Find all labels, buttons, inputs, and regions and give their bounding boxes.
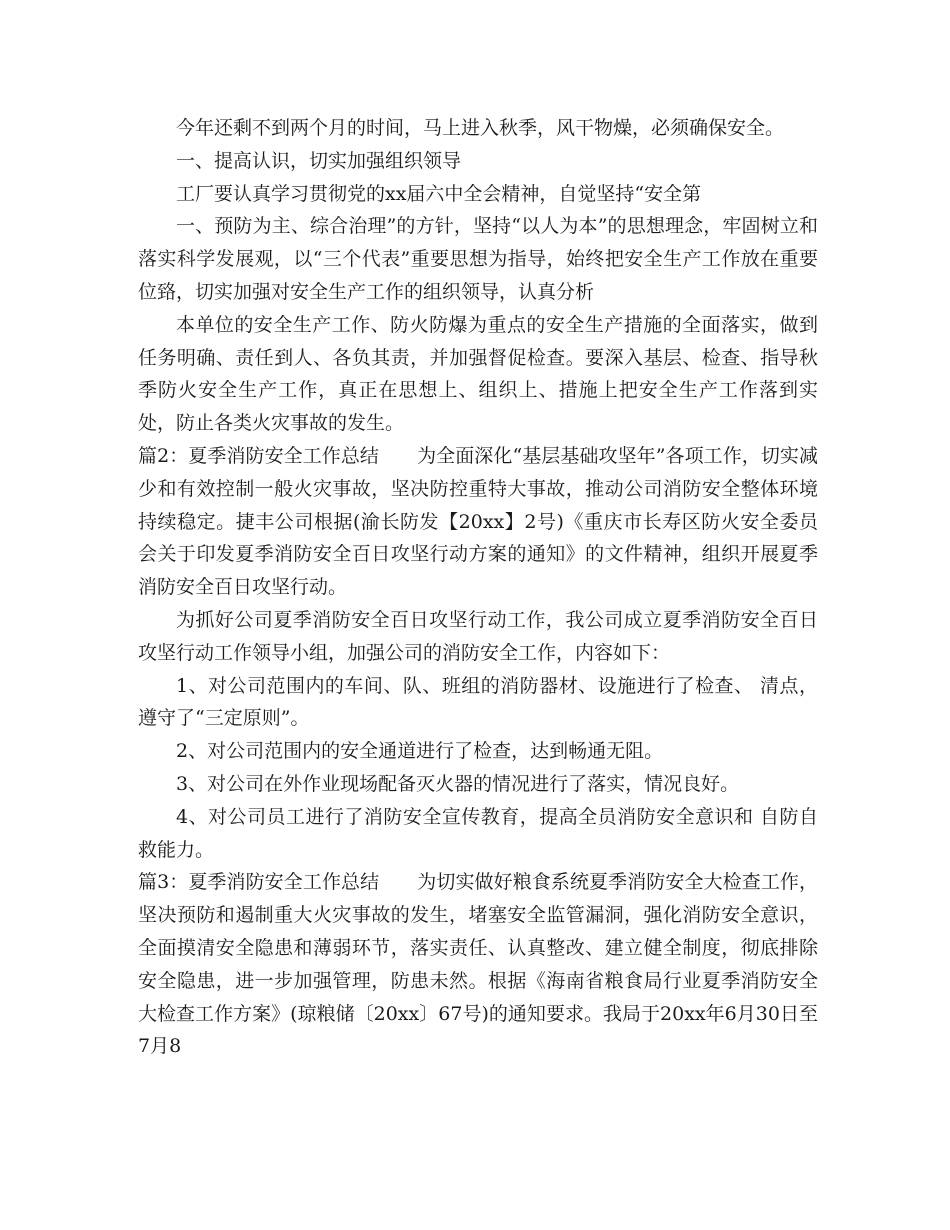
article-2 bbox=[138, 440, 818, 604]
article-3-title: 篇3：夏季消防安全工作总结 bbox=[138, 871, 380, 894]
document-body bbox=[138, 112, 818, 1063]
list-item-4: 4、对公司员工进行了消防安全宣传教育，提高全员消防安全意识和 自防自救能力。 bbox=[138, 805, 818, 861]
list-item-1: 1、对公司范围内的车间、队、班组的消防器材、设施进行了检查、 清点，遵守了“三定原则”。 bbox=[138, 674, 818, 730]
paragraph-team: 为抓好公司夏季消防安全百日攻坚行动工作，我公司成立夏季消防安全百日攻坚行动工作领导小组，加强公司的消防安全工作，内容如下： bbox=[138, 608, 818, 664]
article-3-text: 为切实做好粮食系统夏季消防安全大检查工作，坚决预防和遏制重大火灾事故的发生，堵塞安全监管漏洞，强化消防安全意识，全面摸清安全隐患和薄弱环节，落实责任、认真整改、建立健全制度，彻底排除安全隐患，进一步加强管理，防患未然。根据《海南省粮食局行业夏季消防安全大检查工作方案》(琼粮储〔20xx〕67号)的通知要求。我局于20xx年6月30日至7月8 bbox=[138, 871, 818, 1058]
paragraph-study: 工厂要认真学习贯彻党的xx届六中全会精神，自觉坚持“安全第 bbox=[176, 182, 702, 205]
article-3 bbox=[138, 866, 818, 1063]
paragraph-measures: 本单位的安全生产工作、防火防爆为重点的安全生产措施的全面落实，做到任务明确、责任到人、各负其责，并加强督促检查。要深入基层、检查、指导秋季防火安全生产工作，真正在思想上、组织上、措施上把安全生产工作落到实处，防止各类火灾事故的发生。 bbox=[138, 313, 818, 435]
list-item-2: 2、对公司范围内的安全通道进行了检查，达到畅通无阻。 bbox=[176, 740, 664, 763]
paragraph-intro: 今年还剩不到两个月的时间，马上进入秋季，风干物燥，必须确保安全。 bbox=[176, 117, 785, 139]
list-item-3: 3、对公司在外作业现场配备灭火器的情况进行了落实，情况良好。 bbox=[176, 772, 740, 795]
paragraph-policy: 一、预防为主、综合治理”的方针，坚持“以人为本”的思想理念，牢固树立和落实科学发展观，以“三个代表”重要思想为指导，始终把安全生产工作放在重要位臵，切实加强对安全生产工作的组织领导，认真分析 bbox=[138, 215, 818, 303]
article-2-title: 篇2：夏季消防安全工作总结 bbox=[138, 444, 380, 467]
article-2-text: 为全面深化“基层基础攻坚年”各项工作，切实减少和有效控制一般火灾事故，坚决防控重特大事故，推动公司消防安全整体环境持续稳定。捷丰公司根据(渝长防发【20xx】2号)《重庆市长寿区防火安全委员会关于印发夏季消防安全百日攻坚行动方案的通知》的文件精神，组织开展夏季消防安全百日攻坚行动。 bbox=[138, 444, 818, 599]
section-heading-1: 一、提高认识，切实加强组织领导 bbox=[176, 149, 462, 172]
